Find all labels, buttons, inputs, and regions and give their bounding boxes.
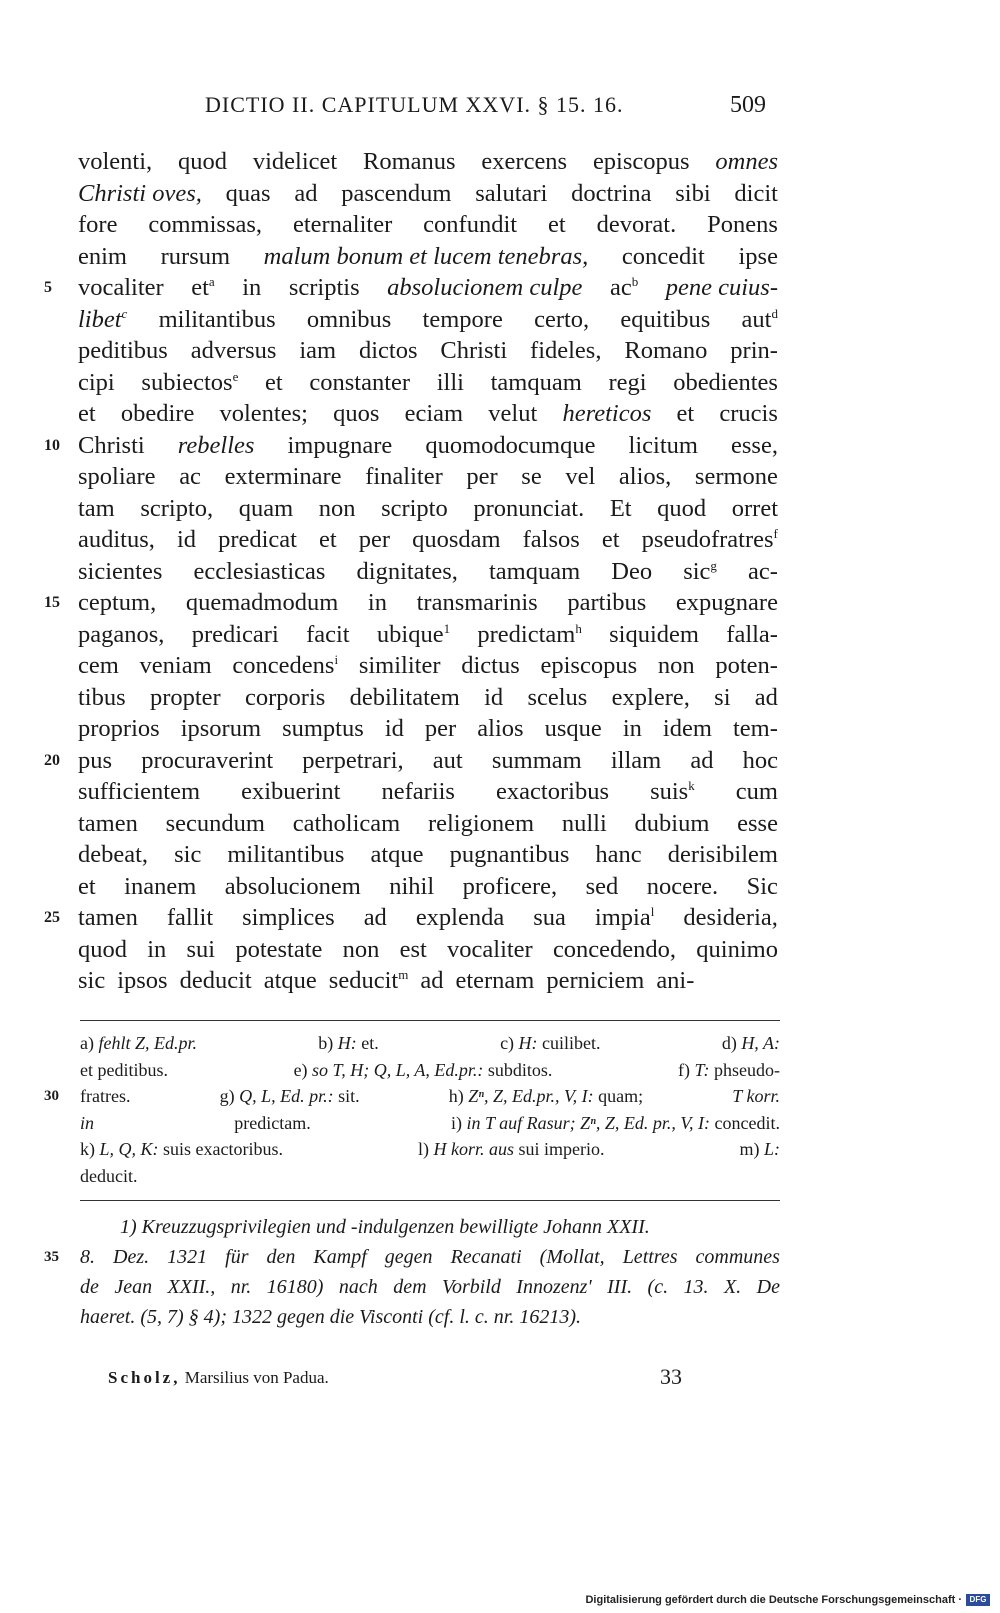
word: cum bbox=[735, 778, 778, 805]
word: debeat, bbox=[78, 841, 149, 868]
text-line bbox=[78, 587, 778, 619]
word: episcopus bbox=[592, 148, 690, 175]
word: $et^a$ bbox=[191, 273, 215, 301]
word: pronunciat. bbox=[473, 494, 585, 522]
word: et bbox=[78, 400, 96, 427]
text-line bbox=[78, 965, 778, 997]
line-number: 5 bbox=[44, 279, 52, 296]
word: proprios bbox=[78, 715, 160, 742]
text-line bbox=[78, 713, 778, 745]
word: concedit bbox=[621, 242, 705, 270]
word: obedientes bbox=[673, 368, 778, 396]
word: esse bbox=[737, 809, 778, 837]
word: et bbox=[319, 526, 337, 553]
line-number: 15 bbox=[44, 594, 60, 611]
word: vocaliter bbox=[447, 935, 533, 963]
word: ani- bbox=[656, 967, 695, 994]
text-line bbox=[78, 839, 778, 871]
word: fallit bbox=[166, 904, 214, 931]
word: dictus bbox=[461, 652, 520, 679]
footnote-marker: d bbox=[771, 305, 778, 321]
footnote-marker: h bbox=[575, 620, 582, 636]
word: auditus, bbox=[78, 526, 155, 553]
text-line bbox=[78, 871, 778, 903]
word: predictam$^h$ bbox=[477, 620, 582, 648]
word: Christi oves, bbox=[78, 179, 202, 207]
word: quam bbox=[238, 494, 294, 522]
apparatus-entry: fratres. bbox=[80, 1086, 131, 1106]
apparatus-entry: c) H: cuilibet. bbox=[500, 1033, 601, 1053]
word: aut bbox=[432, 746, 463, 774]
word: exactoribus bbox=[496, 778, 609, 805]
footnote-marker: l bbox=[650, 903, 655, 919]
word: rebelles bbox=[177, 431, 255, 459]
word: nefariis bbox=[381, 778, 455, 805]
word: non bbox=[318, 494, 356, 522]
footnote-marker: i bbox=[334, 651, 339, 667]
word: exterminare bbox=[224, 463, 342, 490]
word: id bbox=[384, 715, 404, 742]
word: corporis bbox=[245, 683, 326, 711]
word: scripto bbox=[381, 494, 448, 522]
footnote-marker: b bbox=[631, 273, 639, 289]
word: est bbox=[399, 935, 427, 963]
word: et bbox=[78, 872, 96, 900]
word: perpetrari, bbox=[302, 746, 404, 774]
note-line: 1) Kreuzzugsprivilegien und -indulgenzen bewilligte Johann XXII. bbox=[120, 1216, 650, 1238]
word: vel bbox=[565, 463, 596, 490]
digitization-text: Digitalisierung gefördert durch die Deutsche Forschungsgemeinschaft · bbox=[585, 1594, 962, 1606]
apparatus-entry: a) fehlt Z, Ed.pr. bbox=[80, 1033, 197, 1053]
word: hoc bbox=[742, 746, 778, 774]
word: et bbox=[601, 526, 620, 553]
word: nulli bbox=[561, 809, 607, 837]
word: ipsos bbox=[117, 967, 168, 994]
word: confundit bbox=[423, 211, 518, 238]
word: quod bbox=[178, 148, 227, 175]
word: veniam bbox=[139, 652, 212, 679]
word: non bbox=[342, 935, 380, 963]
footnote-marker: 1 bbox=[443, 620, 451, 636]
text-line bbox=[78, 902, 778, 934]
word: $ac^b$ bbox=[609, 273, 639, 301]
word: omnes bbox=[715, 148, 778, 175]
word: siquidem bbox=[609, 620, 699, 648]
text-line bbox=[78, 524, 778, 556]
text-line bbox=[78, 745, 778, 777]
apparatus-entry: f) T: phseudo- bbox=[677, 1059, 780, 1080]
text-line bbox=[78, 461, 778, 493]
word: summam bbox=[491, 746, 582, 774]
apparatus-entry: e) so T, H; Q, L, A, Ed.pr.: subditos. bbox=[293, 1059, 553, 1080]
word: sic$^g$ bbox=[683, 557, 717, 585]
word: cem bbox=[78, 652, 119, 679]
word: non bbox=[657, 652, 695, 679]
footnote-marker: c bbox=[121, 305, 128, 321]
word: hanc bbox=[595, 841, 642, 868]
line-number: 35 bbox=[44, 1249, 59, 1265]
word: sic bbox=[174, 841, 202, 868]
word: videlicet bbox=[252, 148, 338, 175]
word: quas bbox=[225, 179, 271, 207]
word: malum bonum et lucem tenebras, bbox=[263, 242, 589, 270]
word: proficere, bbox=[462, 872, 558, 900]
word: similiter bbox=[358, 652, 441, 679]
word: sua bbox=[533, 904, 566, 931]
word: regi bbox=[608, 368, 647, 396]
word: sicientes bbox=[78, 557, 163, 585]
word: spoliare bbox=[78, 463, 156, 490]
word: scripto, bbox=[140, 494, 214, 522]
word: illam bbox=[610, 746, 662, 774]
note-line: de Jean XXII., nr. 16180) nach dem Vorbild Innozenz' III. (c. 13. X. De bbox=[80, 1276, 780, 1298]
digitization-credit bbox=[585, 1594, 990, 1606]
word: ad bbox=[294, 179, 318, 207]
word: certo, bbox=[534, 305, 590, 333]
text-line bbox=[78, 146, 778, 178]
word: tem- bbox=[732, 715, 778, 742]
word: finaliter bbox=[365, 463, 443, 490]
word: explenda bbox=[415, 904, 505, 931]
running-header: DICTIO II. CAPITULUM XXVI. § 15. 16. bbox=[205, 92, 624, 117]
word: suis$^k$ bbox=[650, 777, 695, 805]
word: alios bbox=[477, 715, 524, 742]
word: aut$^d$ bbox=[741, 305, 778, 333]
word: ad bbox=[754, 683, 778, 711]
text-line bbox=[78, 776, 778, 808]
apparatus-line bbox=[80, 1136, 780, 1162]
word: atque bbox=[263, 967, 317, 994]
word: impugnare bbox=[287, 431, 393, 459]
apparatus-line bbox=[80, 1083, 780, 1109]
word: falla- bbox=[726, 620, 778, 648]
word: Ponens bbox=[707, 211, 778, 238]
word: absolucionem bbox=[224, 872, 361, 900]
word: Christi bbox=[78, 431, 145, 459]
word: inanem bbox=[124, 872, 197, 900]
notes-divider bbox=[80, 1200, 780, 1201]
footnote-marker: g bbox=[710, 557, 717, 573]
word: explere, bbox=[611, 683, 690, 711]
text-line bbox=[78, 304, 778, 336]
apparatus-entry: m) L: bbox=[739, 1139, 780, 1159]
word: ad bbox=[690, 746, 714, 774]
word: in bbox=[622, 715, 642, 742]
word: devorat. bbox=[596, 211, 677, 238]
word: enim bbox=[78, 242, 127, 270]
word: ipse bbox=[738, 242, 778, 270]
word: tam bbox=[78, 494, 115, 522]
word: falsos bbox=[522, 526, 580, 553]
word: exercens bbox=[481, 148, 568, 175]
word: pugnantibus bbox=[449, 841, 570, 868]
word: sumptus bbox=[282, 715, 364, 742]
word: poten- bbox=[715, 652, 778, 679]
signature-line bbox=[108, 1366, 329, 1390]
text-line bbox=[78, 430, 778, 462]
word: sic bbox=[78, 967, 106, 994]
word: crucis bbox=[719, 400, 778, 427]
word: transmarinis bbox=[416, 589, 538, 616]
word: sibi bbox=[675, 179, 711, 207]
apparatus-entry: d) H, A: bbox=[721, 1033, 780, 1053]
word: esse, bbox=[731, 431, 778, 459]
word: militantibus bbox=[158, 305, 276, 333]
word: quemadmodum bbox=[185, 589, 339, 616]
word: ecclesiasticas bbox=[193, 557, 326, 585]
text-line bbox=[78, 335, 778, 367]
word: episcopus bbox=[540, 652, 638, 679]
word: cipi bbox=[78, 368, 115, 396]
word: predicari bbox=[191, 620, 279, 648]
word: usque bbox=[544, 715, 602, 742]
apparatus-entry: in bbox=[80, 1112, 95, 1133]
apparatus-entry: predictam. bbox=[234, 1112, 311, 1133]
page-number: 509 bbox=[730, 92, 766, 118]
word: et bbox=[548, 211, 566, 238]
word: licitum bbox=[628, 431, 698, 459]
word: quosdam bbox=[412, 526, 501, 553]
word: prin- bbox=[730, 337, 778, 364]
word: ad bbox=[420, 967, 444, 994]
text-line bbox=[78, 178, 778, 210]
apparatus-entry: g) Q, L, Ed. pr.: sit. bbox=[219, 1086, 360, 1106]
dfg-logo-icon: DFG bbox=[966, 1594, 990, 1606]
signature-author: Scholz, bbox=[108, 1368, 181, 1387]
line-number: 20 bbox=[44, 751, 60, 769]
word: concedendo, bbox=[552, 935, 677, 963]
word: volenti, bbox=[78, 148, 153, 175]
word: secundum bbox=[165, 809, 265, 837]
word: absolucionem culpe bbox=[387, 274, 583, 301]
apparatus-entry: T korr. bbox=[732, 1086, 780, 1106]
word: tamen bbox=[78, 809, 138, 837]
word: Sic bbox=[746, 872, 778, 900]
word: catholicam bbox=[292, 809, 401, 837]
word: fore bbox=[78, 211, 118, 238]
word: adversus bbox=[190, 337, 277, 364]
text-line bbox=[78, 367, 778, 399]
word: libet$^c$ bbox=[78, 305, 128, 333]
word: fideles, bbox=[530, 337, 602, 364]
text-line bbox=[78, 556, 778, 588]
footnote-marker: k bbox=[688, 777, 695, 793]
line-number: 10 bbox=[44, 436, 60, 454]
word: ipsorum bbox=[180, 715, 262, 742]
note-line: 8. Dez. 1321 für den Kampf gegen Recanati (Mollat, Lettres communes bbox=[80, 1246, 780, 1268]
word: illi bbox=[436, 368, 464, 396]
text-line bbox=[78, 272, 778, 304]
word: scriptis bbox=[288, 274, 360, 301]
footnote-marker: m bbox=[398, 966, 409, 982]
apparatus-entry: i) in T auf Rasur; Zⁿ, Z, Ed. pr., V, I: concedit. bbox=[450, 1112, 780, 1133]
word: ad bbox=[363, 904, 387, 931]
word: simplices bbox=[242, 904, 335, 931]
word: Romanus bbox=[363, 148, 456, 175]
word: facit bbox=[306, 620, 350, 648]
word: impia$^l$ bbox=[594, 903, 655, 931]
sheet-number: 33 bbox=[660, 1364, 682, 1389]
word: id bbox=[176, 526, 197, 553]
word: deducit bbox=[179, 967, 252, 994]
word: sed bbox=[585, 872, 619, 900]
word: Deo bbox=[611, 557, 653, 585]
word: Romano bbox=[624, 337, 708, 364]
word: vocaliter bbox=[78, 274, 164, 301]
word: in bbox=[367, 589, 387, 616]
apparatus-entry: b) H: et. bbox=[318, 1033, 379, 1053]
word: alios, bbox=[618, 463, 672, 490]
apparatus-entry: h) Zⁿ, Z, Ed.pr., V, I: quam; bbox=[448, 1086, 644, 1106]
text-line bbox=[78, 650, 778, 682]
word: propter bbox=[149, 683, 221, 711]
word: dictos bbox=[359, 337, 418, 364]
word: pus bbox=[78, 746, 113, 774]
word: ac- bbox=[748, 557, 778, 585]
word: et bbox=[265, 368, 283, 396]
footnote-marker: a bbox=[208, 273, 215, 289]
word: dignitates, bbox=[356, 557, 458, 585]
word: eciam bbox=[404, 400, 464, 427]
text-line bbox=[78, 209, 778, 241]
line-number: 25 bbox=[44, 909, 60, 926]
word: tamquam bbox=[489, 557, 581, 585]
word: si bbox=[714, 683, 731, 711]
apparatus-line bbox=[80, 1163, 780, 1189]
word: predicat bbox=[218, 526, 297, 553]
word: tibus bbox=[78, 683, 126, 711]
line-number: 30 bbox=[44, 1088, 59, 1104]
word: hereticos bbox=[562, 400, 652, 427]
apparatus-entry: et peditibus. bbox=[80, 1059, 168, 1080]
word: in bbox=[147, 935, 167, 963]
word: commissas, bbox=[148, 211, 263, 238]
word: in bbox=[242, 274, 262, 301]
signature-work: Marsilius von Padua. bbox=[184, 1368, 329, 1387]
text-line bbox=[78, 493, 778, 525]
word: tamquam bbox=[490, 368, 582, 396]
word: et bbox=[676, 400, 695, 427]
word: constanter bbox=[309, 368, 411, 396]
word: scelus bbox=[527, 683, 588, 711]
note-line: haeret. (5, 7) § 4); 1322 gegen die Visconti (cf. l. c. nr. 16213). bbox=[80, 1306, 581, 1328]
word: se bbox=[521, 463, 542, 490]
word: potestate bbox=[235, 935, 323, 963]
word: omnibus bbox=[306, 305, 392, 333]
apparatus-line bbox=[80, 1110, 780, 1136]
word: derisibilem bbox=[667, 841, 778, 868]
word: per bbox=[358, 526, 391, 553]
word: pascendum bbox=[341, 179, 452, 207]
apparatus-entry: k) L, Q, K: suis exactoribus. bbox=[80, 1139, 283, 1159]
apparatus-entry: l) H korr. aus sui imperio. bbox=[417, 1139, 605, 1159]
word: per bbox=[424, 715, 457, 742]
word: tempore bbox=[422, 305, 503, 333]
word: id bbox=[484, 683, 504, 711]
text-line bbox=[78, 619, 778, 651]
word: paganos, bbox=[78, 620, 165, 648]
word: velut bbox=[488, 400, 538, 427]
word: ac bbox=[179, 463, 201, 490]
apparatus-entry: deducit. bbox=[80, 1165, 138, 1186]
word: religionem bbox=[427, 809, 535, 837]
word: obedire bbox=[120, 400, 195, 427]
word: seducit$^m$ bbox=[328, 966, 409, 994]
word: eternam bbox=[455, 967, 535, 994]
word: iam bbox=[299, 337, 337, 364]
word: dubium bbox=[634, 809, 710, 837]
word: doctrina bbox=[571, 179, 652, 207]
text-line bbox=[78, 934, 778, 966]
text-line bbox=[78, 398, 778, 430]
word: quomodocumque bbox=[425, 431, 596, 459]
word: pene cuius- bbox=[665, 274, 778, 301]
word: pseudofratres$^f$ bbox=[641, 525, 778, 553]
word: ubique$^1$ bbox=[376, 620, 451, 648]
word: dicit bbox=[734, 179, 778, 207]
word: quod bbox=[78, 935, 127, 963]
word: orret bbox=[731, 494, 778, 522]
word: partibus bbox=[567, 589, 647, 616]
footnote-marker: f bbox=[773, 525, 778, 541]
word: nocere. bbox=[646, 872, 719, 900]
word: eternaliter bbox=[292, 211, 393, 238]
word: quinimo bbox=[696, 935, 778, 963]
text-line bbox=[78, 682, 778, 714]
word: sufficientem bbox=[78, 778, 201, 805]
word: procuraverint bbox=[141, 746, 274, 774]
footnote-divider bbox=[80, 1020, 780, 1021]
word: rursum bbox=[160, 242, 231, 270]
word: expugnare bbox=[675, 589, 778, 616]
word: concedens$^i$ bbox=[232, 651, 339, 679]
word: salutari bbox=[475, 179, 548, 207]
footnote-marker: e bbox=[232, 368, 239, 384]
word: equitibus bbox=[620, 305, 711, 333]
apparatus-line bbox=[80, 1057, 780, 1083]
word: ceptum, bbox=[78, 589, 157, 616]
word: volentes; bbox=[219, 400, 308, 427]
word: exibuerint bbox=[241, 778, 341, 805]
word: quos bbox=[333, 400, 380, 427]
apparatus-line bbox=[80, 1030, 780, 1056]
word: perniciem bbox=[546, 967, 645, 994]
word: debilitatem bbox=[349, 683, 460, 711]
word: Et bbox=[609, 494, 632, 522]
word: sermone bbox=[694, 463, 778, 490]
word: nihil bbox=[389, 872, 435, 900]
word: peditibus bbox=[78, 337, 168, 364]
word: Christi bbox=[440, 337, 508, 364]
word: sui bbox=[186, 935, 216, 963]
word: subiectos$^e$ bbox=[141, 368, 239, 396]
word: idem bbox=[662, 715, 712, 742]
word: militantibus bbox=[227, 841, 345, 868]
text-line bbox=[78, 808, 778, 840]
text-line bbox=[78, 241, 778, 273]
word: atque bbox=[370, 841, 424, 868]
word: tamen bbox=[78, 904, 138, 931]
word: desideria, bbox=[683, 904, 778, 931]
word: per bbox=[466, 463, 498, 490]
word: quod bbox=[657, 494, 707, 522]
